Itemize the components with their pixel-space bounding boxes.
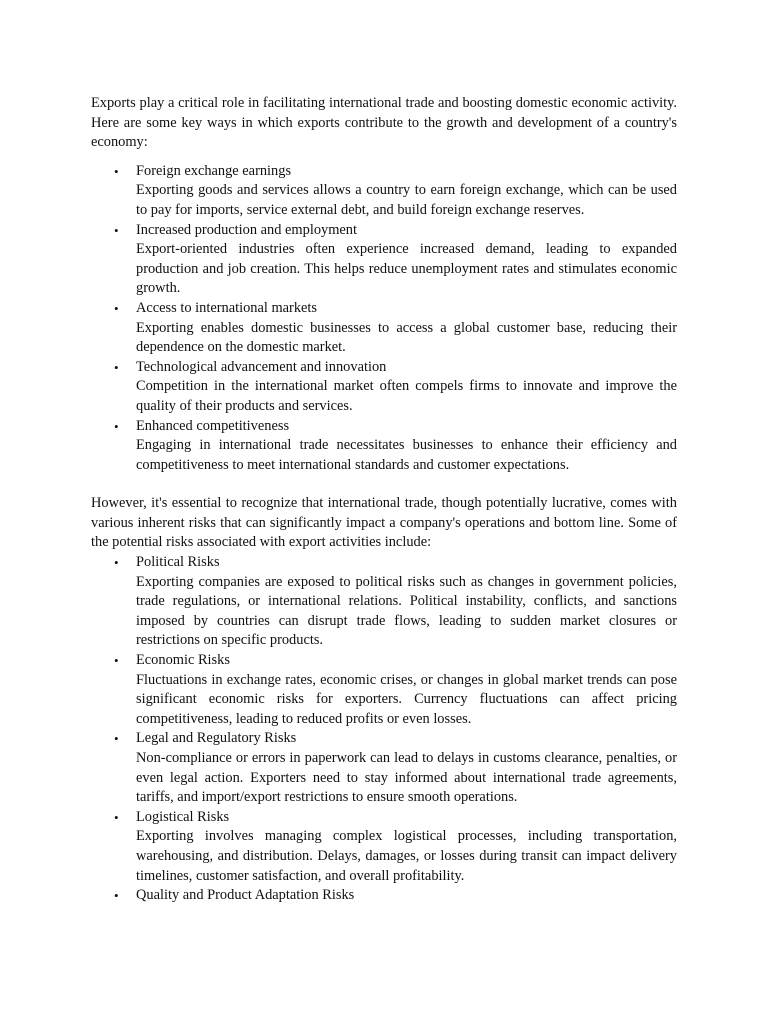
benefit-title: Increased production and employment bbox=[136, 221, 357, 238]
bullet-icon: • bbox=[114, 731, 119, 747]
benefit-item bbox=[91, 221, 677, 299]
risks-intro-paragraph: However, it's essential to recognize that international trade, though potentially lucrative, comes with various inherent risks that can significantly impact a company's operations and bottom line. Some of the potential risks associated with export activities include: bbox=[91, 495, 677, 551]
benefit-body: Exporting enables domestic businesses to access a global customer base, reducing their dependence on the domestic market. bbox=[136, 319, 677, 356]
risk-item bbox=[91, 553, 677, 651]
benefit-title: Access to international markets bbox=[136, 299, 318, 316]
benefit-item bbox=[91, 162, 677, 221]
document-content bbox=[91, 94, 677, 906]
bullet-icon: • bbox=[114, 653, 119, 669]
risk-item bbox=[91, 729, 677, 807]
risk-title: Economic Risks bbox=[136, 652, 230, 669]
benefit-title: Foreign exchange earnings bbox=[136, 162, 292, 179]
benefits-list bbox=[91, 162, 677, 476]
risk-body: Non-compliance or errors in paperwork can lead to delays in customs clearance, penalties, or even legal action. Exporters need to stay informed about international trade agreements, tariffs, and import/export restrictions to ensure smooth operations. bbox=[136, 750, 677, 806]
benefit-title: Enhanced competitiveness bbox=[136, 417, 290, 434]
risk-item bbox=[91, 808, 677, 886]
bullet-icon: • bbox=[114, 418, 119, 434]
bullet-icon: • bbox=[114, 359, 119, 375]
benefit-title: Technological advancement and innovation bbox=[136, 358, 387, 375]
risks-list bbox=[91, 553, 677, 906]
risk-item bbox=[91, 651, 677, 729]
risk-item bbox=[91, 886, 677, 906]
bullet-icon: • bbox=[114, 163, 119, 179]
benefit-body: Competition in the international market often compels firms to innovate and improve the quality of their products and services. bbox=[136, 378, 677, 414]
risk-title: Quality and Product Adaptation Risks bbox=[136, 887, 355, 904]
benefit-item bbox=[91, 417, 677, 476]
risk-title: Logistical Risks bbox=[136, 808, 230, 825]
risk-body: Exporting companies are exposed to political risks such as changes in government policies, trade regulations, or international relations. Political instability, conflicts, and sanctions imposed by countries can disrupt trade flows, leading to sudden market closures or restrictions on specific products. bbox=[136, 573, 677, 649]
benefit-item bbox=[91, 358, 677, 417]
bullet-icon: • bbox=[114, 300, 119, 316]
risk-body: Exporting involves managing complex logistical processes, including transportation, warehousing, and distribution. Delays, damages, or losses during transit can impact delivery timelines, customer satisfaction, and overall profitability. bbox=[136, 828, 677, 884]
risk-title: Legal and Regulatory Risks bbox=[136, 730, 297, 747]
benefit-body: Export-oriented industries often experience increased demand, leading to expanded production and job creation. This helps reduce unemployment rates and stimulates economic growth. bbox=[136, 241, 677, 297]
bullet-icon: • bbox=[114, 888, 119, 904]
risk-title: Political Risks bbox=[136, 554, 220, 571]
bullet-icon: • bbox=[114, 809, 119, 825]
bullet-icon: • bbox=[114, 555, 119, 571]
benefit-item bbox=[91, 299, 677, 358]
benefit-body: Engaging in international trade necessitates businesses to enhance their efficiency and competitiveness to meet international standards and customer expectations. bbox=[136, 437, 677, 473]
risk-body: Fluctuations in exchange rates, economic crises, or changes in global market trends can pose significant economic risks for exporters. Currency fluctuations can affect pricing competitiveness, leading to reduced profits or even losses. bbox=[136, 671, 677, 727]
benefit-body: Exporting goods and services allows a country to earn foreign exchange, which can be used to pay for imports, service external debt, and build foreign exchange reserves. bbox=[136, 182, 677, 218]
bullet-icon: • bbox=[114, 222, 119, 238]
intro-paragraph: Exports play a critical role in facilitating international trade and boosting domestic economic activity. Here are some key ways in which exports contribute to the growth and development of a country's economy: bbox=[91, 95, 677, 151]
